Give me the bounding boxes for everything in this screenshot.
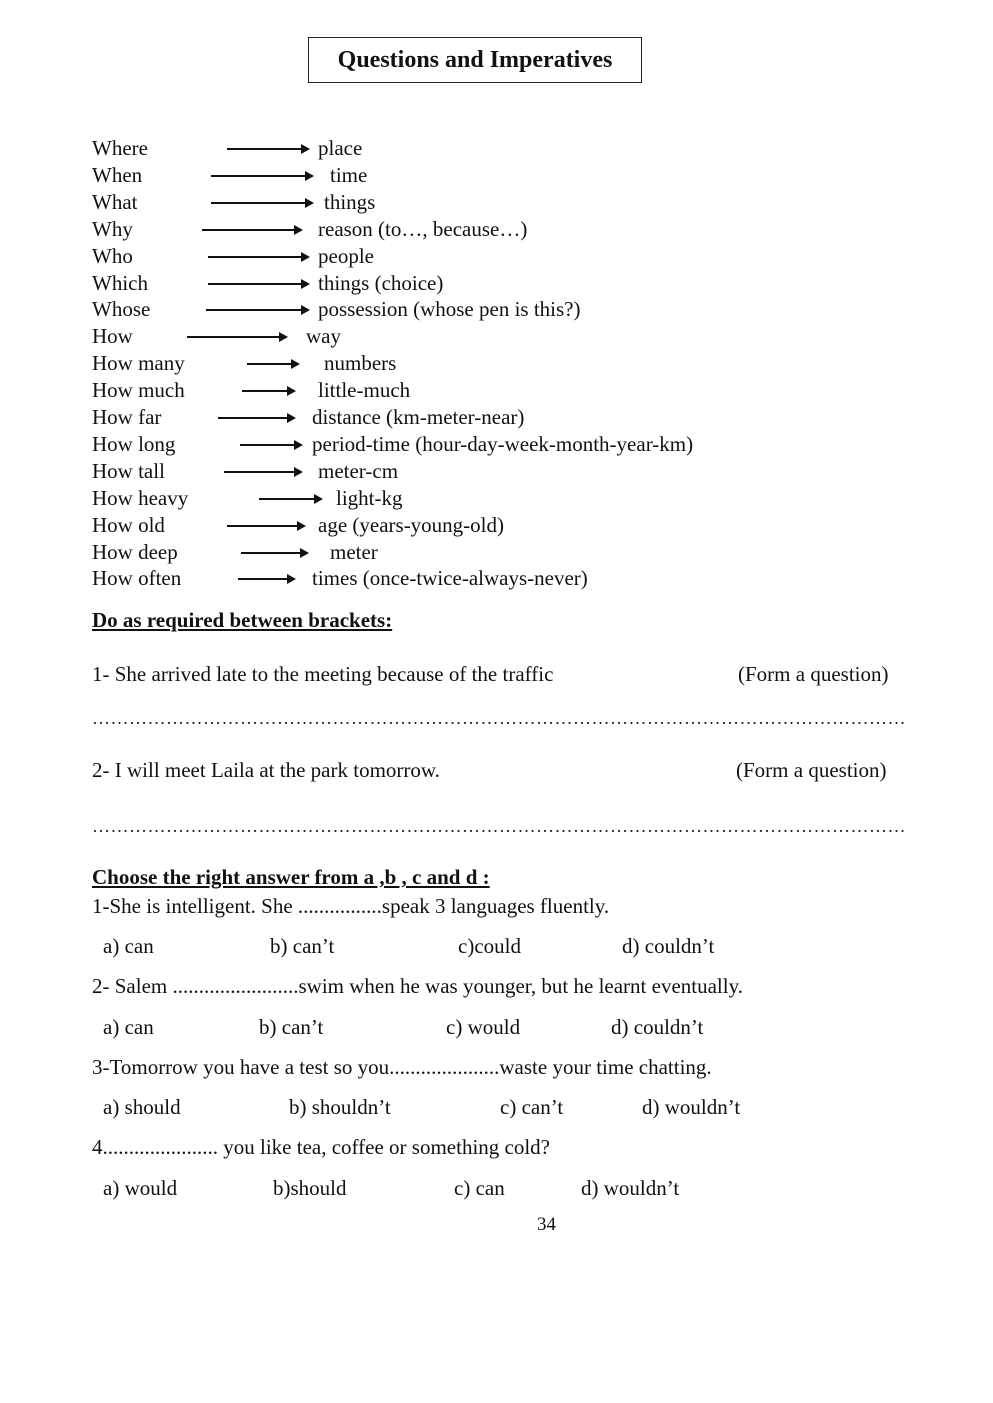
mcq-3-option-c[interactable]: c) can’t [500,1095,564,1119]
answer-line-1[interactable]: …………………………………………………………………………………………………………………… [92,708,906,728]
arrow-right-icon [242,390,294,392]
wh-meaning: meter [330,539,378,564]
wh-word: How deep [92,539,178,564]
arrow-right-icon [259,498,321,500]
arrow-right-icon [211,175,312,177]
mcq-2-option-a[interactable]: a) can [103,1015,154,1039]
wh-meaning: times (once-twice-always-never) [312,566,588,591]
wh-meaning: time [330,162,368,187]
arrow-right-icon [227,525,304,527]
wh-meaning: distance (km-meter-near) [312,405,525,429]
wh-word: Why [92,216,133,241]
arrow-right-icon [187,336,286,338]
arrow-right-icon [241,552,307,554]
wh-word: How many [92,351,185,376]
answer-line-2[interactable]: …………………………………………………………………………………………………………………… [92,816,906,836]
wh-meaning: possession (whose pen is this?) [318,297,581,322]
wh-word: Which [92,270,148,295]
arrow-right-icon [208,283,308,285]
wh-meaning: people [318,243,374,268]
mcq-2-option-d[interactable]: d) couldn’t [611,1015,704,1039]
mcq-1-option-a[interactable]: a) can [103,934,154,958]
mcq-question-4: 4...................... you like tea, coffee or something cold? [92,1135,551,1159]
wh-word: How far [92,405,162,429]
wh-meaning: place [318,136,363,160]
exercise-item-1: 1- She arrived late to the meeting because of the traffic [92,662,554,686]
arrow-right-icon [238,578,294,580]
mcq-question-1: 1-She is intelligent. She ................speak 3 languages fluently. [92,894,610,918]
wh-word: When [92,162,143,187]
mcq-4-option-c[interactable]: c) can [454,1176,505,1200]
mcq-1-option-d[interactable]: d) couldn’t [622,934,715,958]
wh-word: How long [92,431,176,456]
wh-meaning: way [306,324,341,349]
page-title: Questions and Imperatives [337,46,613,73]
wh-meaning: meter-cm [318,458,399,483]
mcq-1-option-b[interactable]: b) can’t [270,934,335,958]
page-number: 34 [537,1214,556,1235]
mcq-1-option-c[interactable]: c)could [458,934,521,958]
arrow-right-icon [202,229,301,231]
arrow-right-icon [224,471,301,473]
section-heading-brackets: Do as required between brackets: [92,608,393,632]
arrow-right-icon [218,417,294,419]
wh-meaning: things [324,189,376,214]
arrow-right-icon [211,202,312,204]
wh-meaning: things (choice) [318,270,444,295]
wh-word: Who [92,243,133,268]
wh-word: What [92,189,138,214]
mcq-3-option-d[interactable]: d) wouldn’t [642,1095,741,1119]
arrow-right-icon [206,309,308,311]
exercise-item-2: 2- I will meet Laila at the park tomorrow. [92,758,440,782]
wh-word: Where [92,136,148,160]
exercise-instruction-1: (Form a question) [738,662,889,686]
wh-word: How [92,324,133,349]
wh-word: How heavy [92,485,189,510]
mcq-4-option-a[interactable]: a) would [103,1176,178,1200]
section-heading-choose: Choose the right answer from a ,b , c and d : [92,865,490,889]
mcq-4-option-d[interactable]: d) wouldn’t [581,1176,680,1200]
mcq-question-3: 3-Tomorrow you have a test so you.....................waste your time chatting. [92,1055,712,1079]
wh-meaning: age (years-young-old) [318,512,505,537]
wh-meaning: little-much [318,378,411,403]
wh-meaning: numbers [324,351,397,376]
exercise-instruction-2: (Form a question) [736,758,887,782]
arrow-right-icon [240,444,301,446]
wh-word: How often [92,566,182,591]
arrow-right-icon [227,148,308,150]
wh-meaning: light-kg [336,485,403,510]
mcq-question-2: 2- Salem ........................swim when he was younger, but he learnt eventually. [92,974,743,998]
wh-meaning: period-time (hour-day-week-month-year-km) [312,431,694,456]
wh-word: How much [92,378,185,403]
wh-word: Whose [92,297,151,322]
wh-meaning: reason (to…, because…) [318,216,528,241]
mcq-4-option-b[interactable]: b)should [273,1176,347,1200]
mcq-2-option-c[interactable]: c) would [446,1015,521,1039]
mcq-3-option-b[interactable]: b) shouldn’t [289,1095,391,1119]
arrow-right-icon [247,363,298,365]
mcq-2-option-b[interactable]: b) can’t [259,1015,324,1039]
title-box [308,37,642,83]
mcq-3-option-a[interactable]: a) should [103,1095,181,1119]
wh-word: How old [92,512,165,537]
wh-word: How tall [92,458,165,483]
arrow-right-icon [208,256,308,258]
